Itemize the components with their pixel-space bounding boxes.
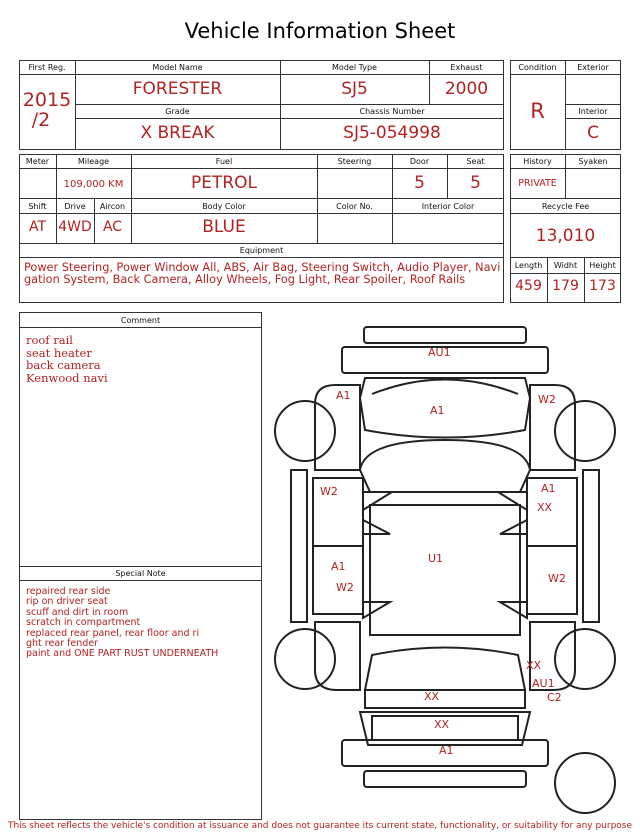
body-color-value: BLUE xyxy=(202,217,246,237)
special-note-item: replaced rear panel, rear floor and ri xyxy=(26,627,200,639)
mark-right-front-door-1: A1 xyxy=(541,482,556,495)
mark-left-front-door: W2 xyxy=(320,485,338,498)
aircon-value: AC xyxy=(102,219,123,235)
mark-hood: A1 xyxy=(430,404,445,417)
mark-front-left-fender: A1 xyxy=(336,389,351,402)
spare-tire xyxy=(555,753,615,813)
comment-item: seat heater xyxy=(26,345,92,360)
body-color-label: Body Color xyxy=(202,202,246,211)
model-name-value: FORESTER xyxy=(132,79,223,99)
roof xyxy=(370,505,520,635)
aircon-label: Aircon xyxy=(99,202,126,211)
first-reg-year: 2015 xyxy=(22,89,72,111)
exhaust-label: Exhaust xyxy=(450,63,483,72)
special-note-item: paint and ONE PART RUST UNDERNEATH xyxy=(26,648,219,660)
mark-left-rear-door-2: W2 xyxy=(336,581,354,594)
hood xyxy=(360,378,530,438)
mark-right-front-door-2: XX xyxy=(537,501,553,514)
rear-glass xyxy=(365,648,525,691)
mark-front-bumper: AU1 xyxy=(428,346,451,359)
interior-label: Interior xyxy=(578,107,608,116)
condition-label: Condition xyxy=(518,63,557,72)
steering-label: Steering xyxy=(337,157,372,166)
special-note-item: scratch in compartment xyxy=(26,617,141,629)
mark-right-rear-fender-2: AU1 xyxy=(532,677,555,690)
shift-value: AT xyxy=(28,219,47,235)
mark-left-rear-door-1: A1 xyxy=(331,560,346,573)
chassis-value: SJ5-054998 xyxy=(343,123,441,143)
mark-right-rear-fender-1: XX xyxy=(526,659,542,672)
mark-rear-bumper: A1 xyxy=(439,744,454,757)
special-note-item: scuff and dirt in room xyxy=(26,606,129,618)
mileage-value: 109,000 KM xyxy=(63,179,124,190)
meter-label: Meter xyxy=(25,157,50,166)
history-value: PRIVATE xyxy=(518,178,557,189)
equipment-label: Equipment xyxy=(239,246,284,255)
mark-front-right-fender: W2 xyxy=(538,393,556,406)
tire-rear-left xyxy=(275,629,335,689)
comment-item: Kenwood navi xyxy=(26,370,108,385)
mark-right-rear-fender-3: C2 xyxy=(547,691,562,704)
front-top-bar xyxy=(364,327,526,343)
history-label: History xyxy=(523,157,552,166)
width-value: 179 xyxy=(552,278,579,294)
drive-label: Drive xyxy=(64,202,86,211)
grade-value: X BREAK xyxy=(140,123,215,143)
equipment-line-2: gation System, Back Camera, Alloy Wheels, Fog Light, Rear Spoiler, Roof Rails xyxy=(24,273,466,286)
model-name-label: Model Name xyxy=(152,63,203,72)
comment-item: back camera xyxy=(26,358,101,372)
drive-value: 4WD xyxy=(58,219,92,235)
exterior-label: Exterior xyxy=(577,63,609,72)
shift-label: Shift xyxy=(28,202,47,211)
condition-grade-value: R xyxy=(530,99,545,123)
disclaimer-footer: This sheet reflects the vehicle's condition at issuance and does not guarantee its current state, functionality, or suitability for any purpose xyxy=(7,821,633,831)
special-note-item: ght rear fender xyxy=(26,638,99,650)
equipment-line-1: Power Steering, Power Window All, ABS, Air Bag, Steering Switch, Audio Player, Navi xyxy=(24,261,501,274)
door-value: 5 xyxy=(414,173,425,193)
height-label: Height xyxy=(589,261,616,270)
door-label: Door xyxy=(409,157,430,166)
comment-item: roof rail xyxy=(26,333,73,347)
first-reg-month: /2 xyxy=(31,109,51,131)
chassis-label: Chassis Number xyxy=(359,107,425,116)
mark-rear-gate: XX xyxy=(424,690,440,703)
model-type-label: Model Type xyxy=(332,63,377,72)
fuel-value: PETROL xyxy=(190,173,258,193)
rear-gate xyxy=(365,690,525,708)
special-note-item: repaired rear side xyxy=(26,586,111,597)
special-note-item: rip on driver seat xyxy=(26,596,108,608)
seat-value: 5 xyxy=(470,173,481,193)
special-note-label: Special Note xyxy=(115,569,166,578)
mileage-label: Mileage xyxy=(77,157,110,166)
fuel-label: Fuel xyxy=(215,157,233,166)
recycle-fee-value: 13,010 xyxy=(535,226,596,246)
comment-label: Comment xyxy=(120,316,161,325)
exhaust-value: 2000 xyxy=(444,79,489,99)
left-rear-door xyxy=(313,546,363,614)
mark-roof: U1 xyxy=(428,552,444,565)
first-reg-label: First Reg. xyxy=(28,63,66,72)
length-value: 459 xyxy=(515,278,542,294)
rear-left-fender xyxy=(315,622,360,690)
color-no-label: Color No. xyxy=(336,202,373,211)
grade-label: Grade xyxy=(165,107,190,116)
windshield xyxy=(360,440,530,492)
tire-front-left xyxy=(275,401,335,461)
mark-right-rear-door: W2 xyxy=(548,572,566,585)
seat-label: Seat xyxy=(466,157,485,166)
mark-rear-panel: XX xyxy=(434,718,450,731)
width-label: Widht xyxy=(553,261,578,270)
length-label: Length xyxy=(514,261,543,270)
interior-grade-value: C xyxy=(587,123,599,143)
syaken-label: Syaken xyxy=(578,157,608,166)
sheet-title: Vehicle Information Sheet xyxy=(184,19,456,43)
tire-rear-right xyxy=(555,629,615,689)
height-value: 173 xyxy=(589,278,616,294)
rear-bottom-bar xyxy=(364,771,526,787)
recycle-fee-label: Recycle Fee xyxy=(541,202,590,211)
model-type-value: SJ5 xyxy=(341,79,368,99)
tire-front-right xyxy=(555,401,615,461)
interior-color-label: Interior Color xyxy=(421,202,475,211)
